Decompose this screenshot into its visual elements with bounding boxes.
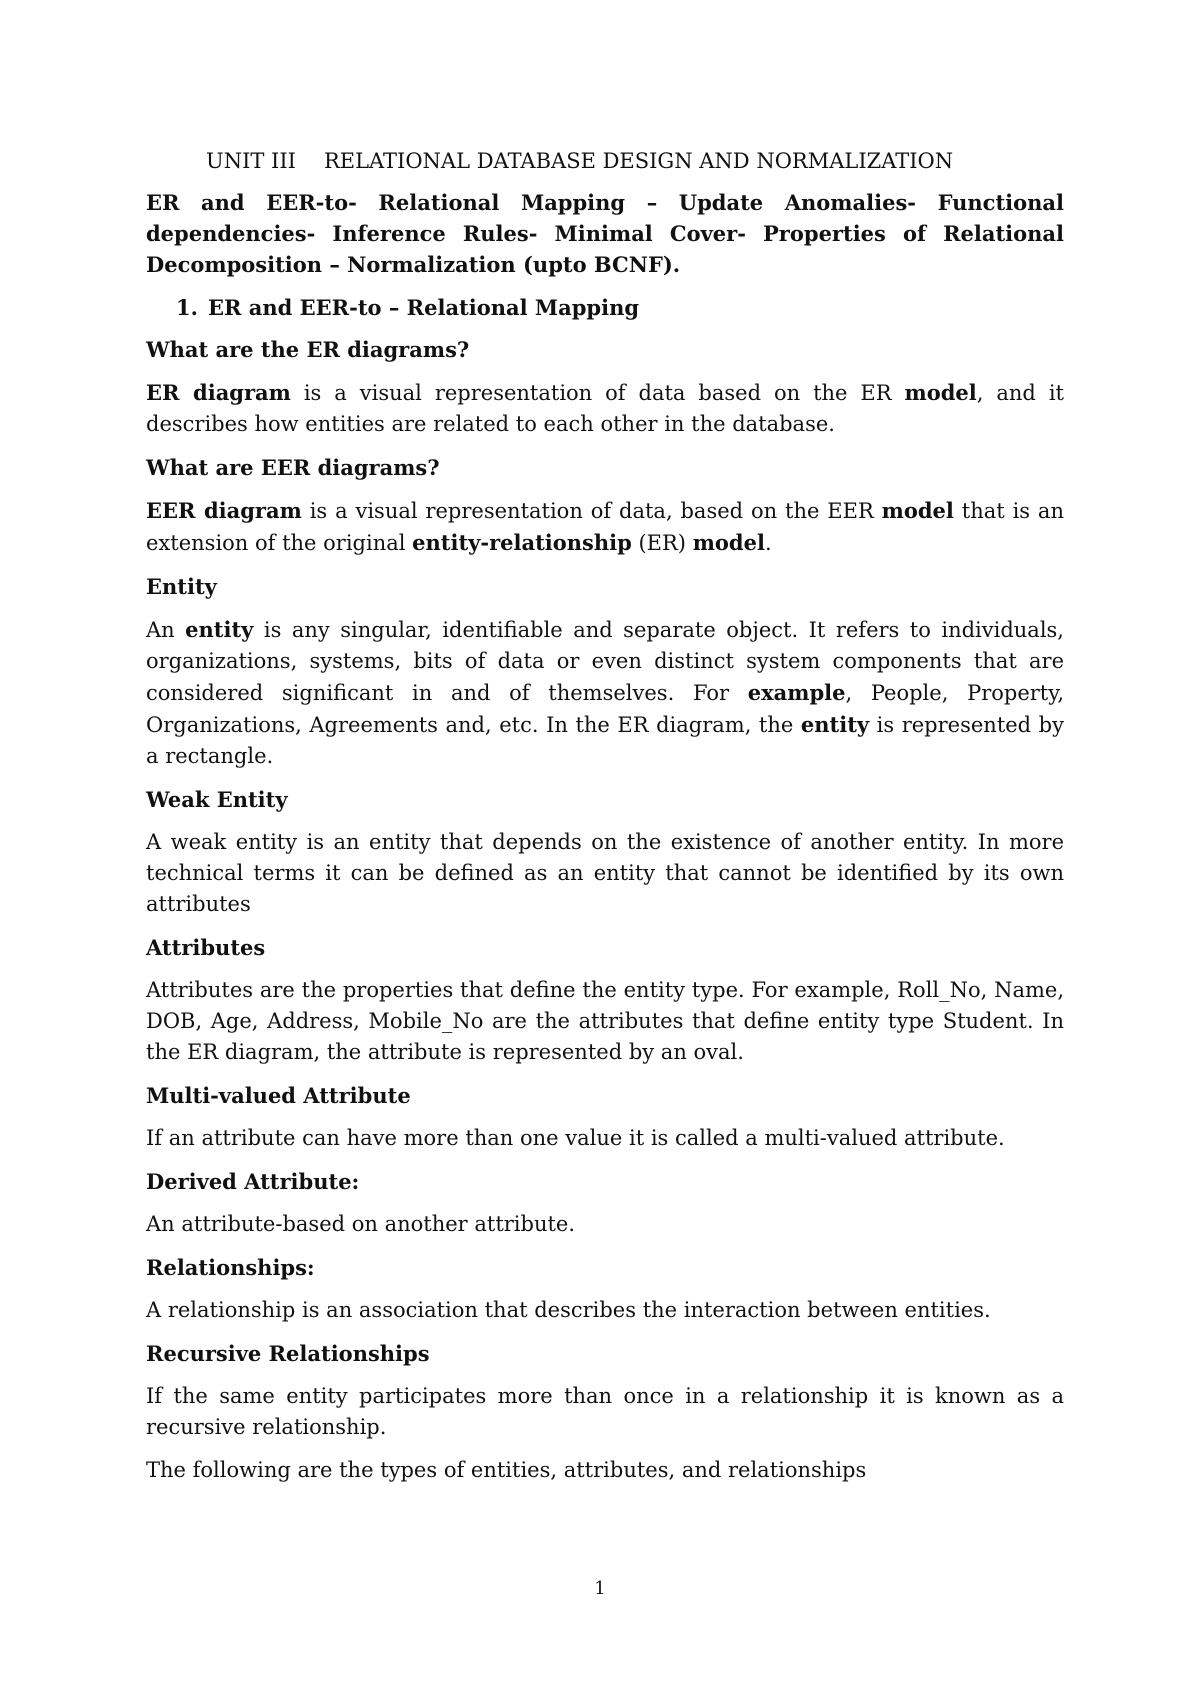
heading-recursive-relationships: Recursive Relationships: [146, 1341, 430, 1366]
text-run: (ER): [631, 531, 693, 555]
heading-relationships: Relationships:: [146, 1255, 315, 1280]
unit-title: [206, 146, 1064, 177]
unit-name: RELATIONAL DATABASE DESIGN AND NORMALIZATION: [323, 149, 954, 173]
unit-topics: ER and EER-to- Relational Mapping – Update Anomalies- Functional dependencies- Inference Rules- Minimal Cover- Properties of Relational Decomposition – Normalization (upto BCNF).: [146, 190, 1064, 277]
paragraph-multi-valued-attribute: If an attribute can have more than one value it is called a multi-valued attribute.: [146, 1126, 1005, 1150]
bold-term: model: [692, 530, 765, 555]
text-run: is any singular, identifiable and separate object. It refers to individuals, organizations, systems, bits of data or even distinct system components that are considered significant in and of themselves. For: [146, 618, 1064, 705]
bold-term: model: [881, 498, 954, 523]
section-heading: [176, 292, 1064, 323]
section-number: 1.: [176, 295, 198, 320]
bold-term: entity: [185, 617, 254, 642]
heading-multi-valued-attribute: Multi-valued Attribute: [146, 1083, 411, 1108]
bold-term: ER diagram: [146, 380, 291, 405]
paragraph-eer-diagram: [146, 495, 1064, 559]
question-eer-diagrams: What are EER diagrams?: [146, 455, 440, 480]
text-run: An: [146, 618, 186, 642]
heading-entity: Entity: [146, 574, 217, 599]
paragraph-recursive-relationships: If the same entity participates more than once in a relationship it is known as a recursive relationship.: [146, 1384, 1064, 1439]
paragraph-relationships: A relationship is an association that describes the interaction between entities.: [146, 1298, 991, 1322]
page-content: [146, 146, 1064, 1498]
bold-term: example: [747, 680, 846, 705]
page-number: 1: [594, 1578, 606, 1599]
section-title: ER and EER-to – Relational Mapping: [208, 295, 640, 320]
paragraph-weak-entity: A weak entity is an entity that depends on the existence of another entity. In more technical terms it can be defined as an entity that cannot be identified by its own attributes: [146, 830, 1064, 916]
heading-weak-entity: Weak Entity: [146, 787, 288, 812]
text-run: is a visual representation of data based on the ER: [290, 381, 905, 405]
bold-term: model: [904, 380, 977, 405]
paragraph-derived-attribute: An attribute-based on another attribute.: [146, 1212, 576, 1236]
heading-attributes: Attributes: [146, 935, 266, 960]
text-run: , People, Property, Organizations, Agreements and, etc. In the ER diagram, the: [146, 681, 1064, 737]
bold-term: EER diagram: [146, 498, 302, 523]
bold-term: entity: [800, 712, 870, 737]
text-run: that is an extension of the original: [146, 499, 1064, 555]
text-run: is a visual representation of data, based on the EER: [301, 499, 882, 523]
unit-number: UNIT III: [206, 149, 296, 173]
question-er-diagrams: What are the ER diagrams?: [146, 337, 470, 362]
text-run: is represented by a rectangle.: [146, 713, 1064, 768]
paragraph-er-diagram: [146, 377, 1064, 440]
heading-derived-attribute: Derived Attribute:: [146, 1169, 360, 1194]
text-run: .: [764, 531, 772, 555]
paragraph-following-types: The following are the types of entities, attributes, and relationships: [146, 1458, 867, 1482]
paragraph-attributes: Attributes are the properties that define the entity type. For example, Roll_No, Name, DOB, Age, Address, Mobile_No are the attributes that define entity type Student. In the ER diagram, the attribute is represented by an oval.: [146, 978, 1064, 1064]
paragraph-entity: [146, 614, 1064, 772]
bold-term: entity-relationship: [412, 530, 632, 555]
text-run: , and it describes how entities are related to each other in the database.: [146, 381, 1064, 436]
